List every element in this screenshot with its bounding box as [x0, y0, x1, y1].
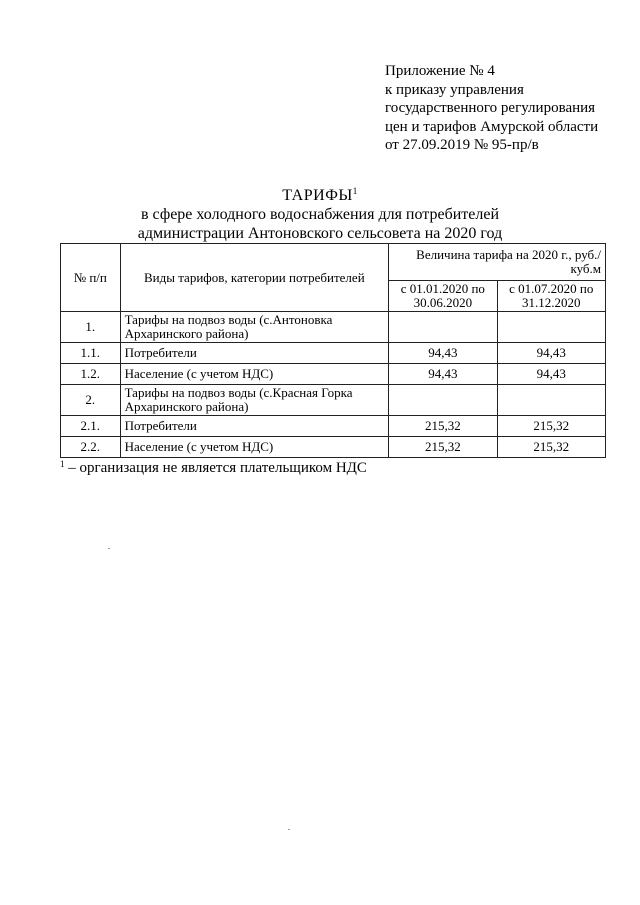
appendix-line: государственного регулирования	[385, 100, 596, 116]
title-main	[0, 182, 640, 205]
row-value-1	[389, 312, 497, 343]
title-footnote-mark: 1	[352, 186, 358, 196]
row-value-1: 215,32	[389, 437, 497, 458]
row-kind: Тарифы на подвоз воды (с.Красная Горка Архаринского района)	[120, 385, 389, 416]
footnote-mark: 1	[60, 459, 65, 469]
table-row	[61, 416, 606, 437]
row-num: 2.2.	[61, 437, 121, 458]
header-period-1: с 01.01.2020 по 30.06.2020	[389, 281, 497, 312]
appendix-line: к приказу управления	[385, 81, 524, 98]
row-num: 2.1.	[61, 416, 121, 437]
row-kind: Население (с учетом НДС)	[120, 437, 389, 458]
scan-speck	[108, 548, 110, 549]
title-line: в сфере холодного водоснабжения для потребителей	[140, 206, 500, 223]
row-value-2: 94,43	[497, 364, 605, 385]
title-line: администрации Антоновского сельсовета на 2020 год	[137, 225, 503, 242]
appendix-line: Приложение № 4	[385, 63, 495, 79]
row-value-2: 94,43	[497, 343, 605, 364]
table-row	[61, 343, 606, 364]
row-value-1	[389, 385, 497, 416]
row-num: 2.	[61, 385, 121, 416]
table-row	[61, 364, 606, 385]
footnote	[60, 455, 367, 477]
row-value-1: 215,32	[389, 416, 497, 437]
scan-speck	[288, 829, 290, 830]
appendix-block	[385, 62, 598, 155]
row-kind: Тарифы на подвоз воды (с.Антоновка Архаринского района)	[120, 312, 389, 343]
row-kind: Потребители	[120, 343, 389, 364]
appendix-line: от 27.09.2019 № 95-пр/в	[385, 137, 539, 153]
tariff-table	[60, 243, 606, 458]
row-num: 1.	[61, 312, 121, 343]
row-value-2	[497, 312, 605, 343]
row-value-2: 215,32	[497, 437, 605, 458]
header-kind: Виды тарифов, категории потребителей	[120, 244, 389, 312]
document-title	[0, 182, 640, 243]
row-value-1: 94,43	[389, 343, 497, 364]
title-text: ТАРИФЫ	[282, 187, 353, 204]
header-period-2: с 01.07.2020 по 31.12.2020	[497, 281, 605, 312]
appendix-line: цен и тарифов Амурской области	[385, 118, 599, 135]
table-row	[61, 385, 606, 416]
row-num: 1.1.	[61, 343, 121, 364]
header-num: № п/п	[61, 244, 121, 312]
footnote-text: – организация не является плательщиком НДС	[64, 460, 367, 476]
table-row	[61, 312, 606, 343]
row-value-1: 94,43	[389, 364, 497, 385]
row-value-2: 215,32	[497, 416, 605, 437]
header-value: Величина тарифа на 2020 г., руб./куб.м	[389, 244, 606, 281]
row-num: 1.2.	[61, 364, 121, 385]
row-value-2	[497, 385, 605, 416]
row-kind: Население (с учетом НДС)	[120, 364, 389, 385]
row-kind: Потребители	[120, 416, 389, 437]
